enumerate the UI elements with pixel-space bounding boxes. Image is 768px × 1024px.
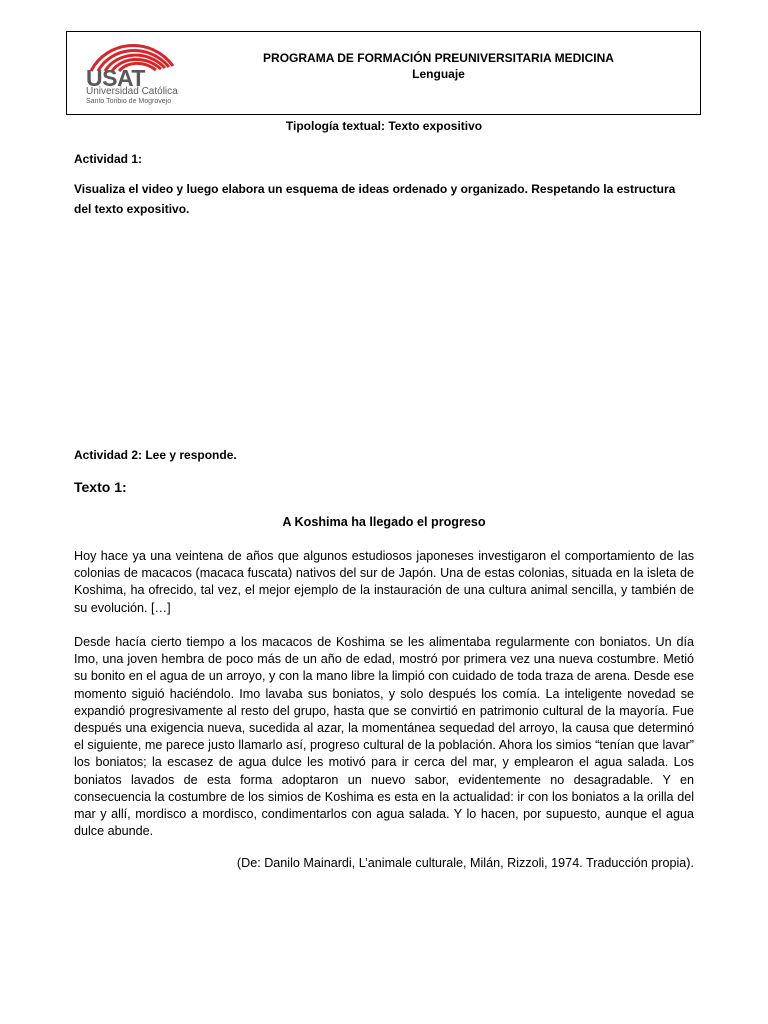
text-1-title: A Koshima ha llegado el progreso (282, 515, 486, 529)
course-name: Lenguaje (412, 67, 465, 81)
usat-logo (85, 38, 178, 110)
activity-1-label: Actividad 1: (74, 152, 143, 166)
text-1-source: (De: Danilo Mainardi, L’animale culturale, Milán, Rizzoli, 1974. Traducción propia). (236, 856, 694, 870)
activity-2-label: Actividad 2: Lee y responde. (74, 448, 237, 462)
logo-name: USAT (86, 65, 145, 91)
activity-1-instruction: Visualiza el video y luego elabora un esquema de ideas ordenado y organizado. Respetando la estructura del texto expositivo. (74, 182, 676, 216)
logo-subtitle-2: Santo Toribio de Mogrovejo (86, 98, 172, 105)
header-box (66, 31, 701, 115)
logo-subtitle: Universidad Católica (86, 86, 178, 97)
header-title (177, 50, 700, 82)
text-1-label: Texto 1: (74, 479, 127, 495)
program-title: PROGRAMA DE FORMACIÓN PREUNIVERSITARIA MEDICINA (263, 51, 614, 65)
text-1-paragraph-1: Hoy hace ya una veintena de años que algunos estudiosos japoneses investigaron el comportamiento de las colonias de macacos (macaca fuscata) nativos del sur de Japón. Una de estas colonias, situada en la isleta de Koshima, ha ofrecido, tal vez, el mejor ejemplo de la instauración de una cultura animal sencilla, y también de su evolución. […] (74, 549, 694, 615)
topic-title: Tipología textual: Texto expositivo (285, 119, 483, 133)
text-1-paragraph-2: Desde hacía cierto tiempo a los macacos de Koshima se les alimentaba regularmente con boniatos. Un día Imo, una joven hembra de poco más de un año de edad, mostró por primera vez una nueva costumbre. Metió su bonito en el agua de un arroyo, y con la mano libre la limpió con cuidado de toda traza de arena. Desde ese momento siguió haciéndolo. Imo lavaba sus boniatos, y solo después los comía. La inteligente novedad se expandió progresivamente al resto del grupo, hasta que se convirtió en patrimonio cultural de la mayoría. Fue después una exigencia nueva, sucedida al azar, la momentánea sequedad del arroyo, la causa que determinó el siguiente, me parece justo llamarlo así, progreso cultural de la población. Ahora los simios “tenían que lavar” los boniatos; la escasez de agua dulce les motivó para ir cerca del mar, y emplearon el agua salada. Los boniatos lavados de esta forma adoptaron un nuevo sabor, evidentemente no desagradable. Y en consecuencia la costumbre de los simios de Koshima es esta en la actualidad: ir con los boniatos a la orilla del mar y allí, mordisco a mordisco, condimentarlos con agua salada. Y lo hacen, por supuesto, aunque el agua dulce abunde. (74, 635, 694, 839)
